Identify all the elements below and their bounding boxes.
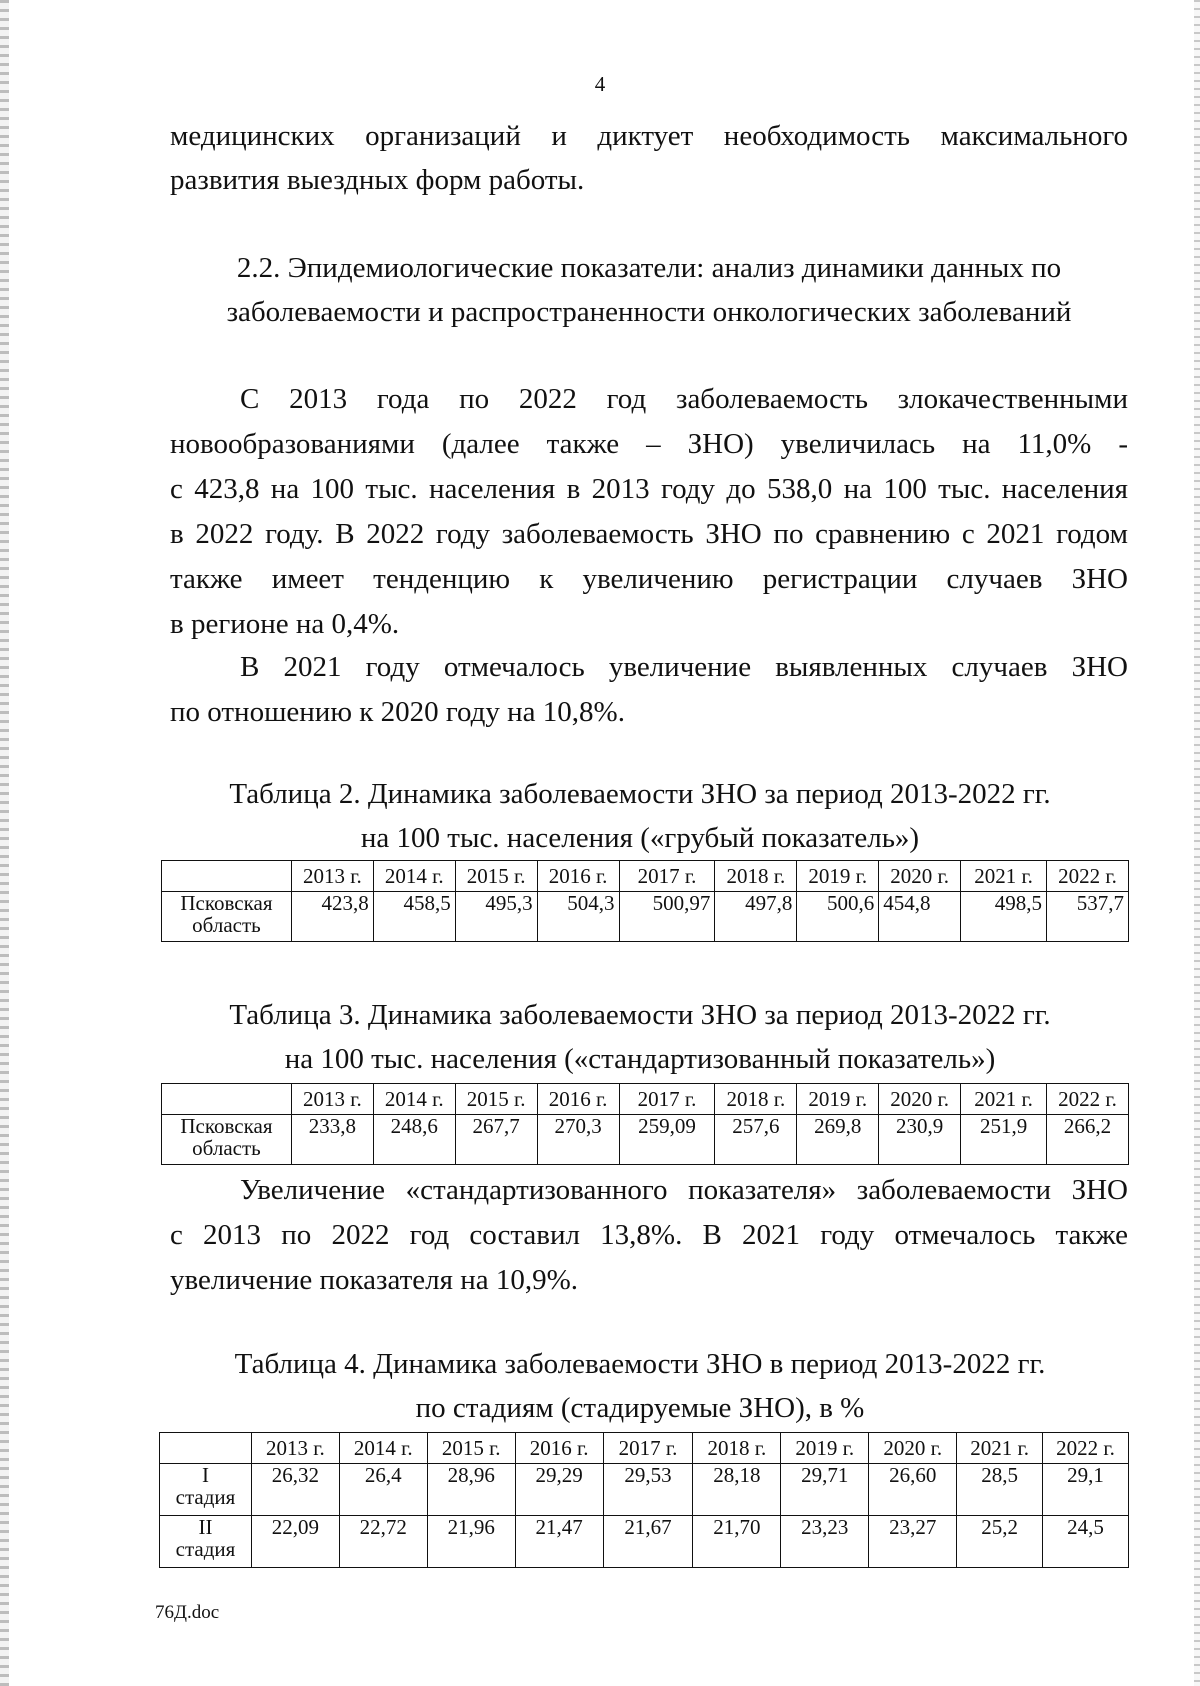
table3-header-cell: 2018 г. [715,1084,797,1115]
table2-value-cell: 500,97 [619,892,715,942]
paragraph3-line-3: увеличение показателя на 10,9%. [170,1264,579,1296]
table3-header-row [162,1084,1129,1115]
table3 [161,1083,1129,1165]
table3-value-cell: 248,6 [373,1115,455,1165]
table3-value-cell: 259,09 [619,1115,715,1165]
paragraph1-line-4: в 2022 году. В 2022 году заболеваемость ЗНО по сравнению с 2021 годом [170,518,1128,550]
table4-header-cell: 2022 г. [1043,1433,1129,1464]
table2-header-cell: 2020 г. [879,861,961,892]
row-label-line-1: I [201,1463,209,1487]
table4-header-cell: 2014 г. [339,1433,427,1464]
table2-value-cell: 504,3 [537,892,619,942]
table2-header-cell: 2016 г. [537,861,619,892]
paragraph1-line-2: новообразованиями (далее также – ЗНО) увеличилась на 11,0% - [170,428,1128,460]
paragraph3-line-2: с 2013 по 2022 год составил 13,8%. В 2021 году отмечалось также [170,1219,1128,1251]
table4-value-cell: 22,72 [339,1516,427,1568]
table4-value-cell: 28,5 [957,1464,1043,1516]
table4-value-cell: 28,96 [427,1464,515,1516]
table3-value-cell: 251,9 [961,1115,1047,1165]
table4-value-cell: 26,4 [339,1464,427,1516]
table2-header-cell: 2017 г. [619,861,715,892]
table4-value-cell: 25,2 [957,1516,1043,1568]
table3-value-cell: 233,8 [291,1115,373,1165]
table3-value-cell: 270,3 [537,1115,619,1165]
table2-header-row [162,861,1129,892]
paragraph2-line-2: по отношению к 2020 году на 10,8%. [170,696,625,728]
paragraph1-line-1: С 2013 года по 2022 год заболеваемость злокачественными [240,383,1128,415]
row-label-line-2: область [192,1136,261,1160]
row-label-line-1: II [198,1515,213,1539]
table2-value-cell: 497,8 [715,892,797,942]
table4-value-cell: 22,09 [251,1516,339,1568]
table3-value-cell: 257,6 [715,1115,797,1165]
table2-value-cell: 500,6 [797,892,879,942]
intro-line-2: развития выездных форм работы. [170,164,585,196]
table2-header-cell: 2018 г. [715,861,797,892]
table2-value-cell: 537,7 [1047,892,1129,942]
table2-value-cell: 423,8 [291,892,373,942]
table4-header-cell: 2016 г. [515,1433,603,1464]
table2-header-cell: 2021 г. [961,861,1047,892]
table2-value-cell: 495,3 [455,892,537,942]
footer-filename: 76Д.doc [155,1602,220,1623]
table3-caption-line-1: Таблица 3. Динамика заболеваемости ЗНО за период 2013-2022 гг. [229,999,1051,1031]
table2-corner-cell [162,861,292,892]
table-row [160,1464,1129,1516]
table4-header-cell: 2020 г. [869,1433,957,1464]
table3-header-cell: 2016 г. [537,1084,619,1115]
table3-header-cell: 2019 г. [797,1084,879,1115]
table3-corner-cell [162,1084,292,1115]
table4-value-cell: 29,29 [515,1464,603,1516]
table-row [162,892,1129,942]
paragraph1-line-5: также имеет тенденцию к увеличению регистрации случаев ЗНО [170,563,1128,595]
table4-value-cell: 29,71 [781,1464,869,1516]
table3-header-cell: 2020 г. [879,1084,961,1115]
table2-value-cell: 458,5 [373,892,455,942]
table2 [161,860,1129,942]
table4-row-label [160,1516,252,1568]
table4-value-cell: 24,5 [1043,1516,1129,1568]
table2-value-cell: 498,5 [961,892,1047,942]
table4 [159,1432,1129,1568]
table4-value-cell: 29,53 [603,1464,693,1516]
table3-value-cell: 230,9 [879,1115,961,1165]
table3-caption-line-2: на 100 тыс. населения («стандартизованный показатель») [284,1043,996,1075]
row-label-line-1: Псковская [180,891,273,915]
table4-value-cell: 21,47 [515,1516,603,1568]
table4-row-label [160,1464,252,1516]
table3-value-cell: 269,8 [797,1115,879,1165]
table2-header-cell: 2013 г. [291,861,373,892]
table3-header-cell: 2015 г. [455,1084,537,1115]
table2-value-cell: 454,8 [879,892,961,942]
table4-header-cell: 2021 г. [957,1433,1043,1464]
table3-header-cell: 2017 г. [619,1084,715,1115]
table2-header-cell: 2015 г. [455,861,537,892]
section-heading-line-2: заболеваемости и распространенности онкологических заболеваний [226,296,1072,328]
page-number: 4 [594,72,606,96]
table3-value-cell: 266,2 [1047,1115,1129,1165]
table4-header-cell: 2013 г. [251,1433,339,1464]
table2-header-cell: 2022 г. [1047,861,1129,892]
row-label-line-1: Псковская [180,1114,273,1138]
table4-header-cell: 2019 г. [781,1433,869,1464]
table4-header-cell: 2017 г. [603,1433,693,1464]
table-row [162,1115,1129,1165]
table3-header-cell: 2022 г. [1047,1084,1129,1115]
row-label-line-2: область [192,913,261,937]
table3-header-cell: 2013 г. [291,1084,373,1115]
table2-caption-line-2: на 100 тыс. населения («грубый показатель») [360,822,920,854]
table4-caption-line-2: по стадиям (стадируемые ЗНО), в % [415,1392,865,1424]
table4-caption-line-1: Таблица 4. Динамика заболеваемости ЗНО в период 2013-2022 гг. [234,1348,1046,1380]
table4-header-cell: 2015 г. [427,1433,515,1464]
table4-value-cell: 26,60 [869,1464,957,1516]
table3-row-label [162,1115,292,1165]
row-label-line-2: стадия [175,1485,236,1509]
paragraph1-line-6: в регионе на 0,4%. [170,608,400,640]
table4-value-cell: 23,27 [869,1516,957,1568]
table3-header-cell: 2021 г. [961,1084,1047,1115]
table4-corner-cell [160,1433,252,1464]
row-label-line-2: стадия [175,1537,236,1561]
table4-value-cell: 26,32 [251,1464,339,1516]
table2-caption-line-1: Таблица 2. Динамика заболеваемости ЗНО за период 2013-2022 гг. [229,778,1051,810]
scan-edge-right [1194,0,1200,1686]
table3-value-cell: 267,7 [455,1115,537,1165]
scan-edge-left [0,0,9,1686]
table4-value-cell: 29,1 [1043,1464,1129,1516]
table4-value-cell: 23,23 [781,1516,869,1568]
paragraph1-line-3: с 423,8 на 100 тыс. населения в 2013 году до 538,0 на 100 тыс. населения [170,473,1128,505]
table4-header-row [160,1433,1129,1464]
table3-header-cell: 2014 г. [373,1084,455,1115]
intro-line-1: медицинских организаций и диктует необходимость максимального [170,120,1128,152]
section-heading-line-1: 2.2. Эпидемиологические показатели: анализ динамики данных по [236,252,1062,284]
table2-header-cell: 2019 г. [797,861,879,892]
table4-header-cell: 2018 г. [693,1433,781,1464]
table4-value-cell: 21,70 [693,1516,781,1568]
paragraph3-line-1: Увеличение «стандартизованного показателя» заболеваемости ЗНО [240,1174,1128,1206]
table2-header-cell: 2014 г. [373,861,455,892]
table4-value-cell: 21,96 [427,1516,515,1568]
table2-row-label [162,892,292,942]
table4-value-cell: 28,18 [693,1464,781,1516]
table-row [160,1516,1129,1568]
table4-value-cell: 21,67 [603,1516,693,1568]
paragraph2-line-1: В 2021 году отмечалось увеличение выявленных случаев ЗНО [240,651,1128,683]
